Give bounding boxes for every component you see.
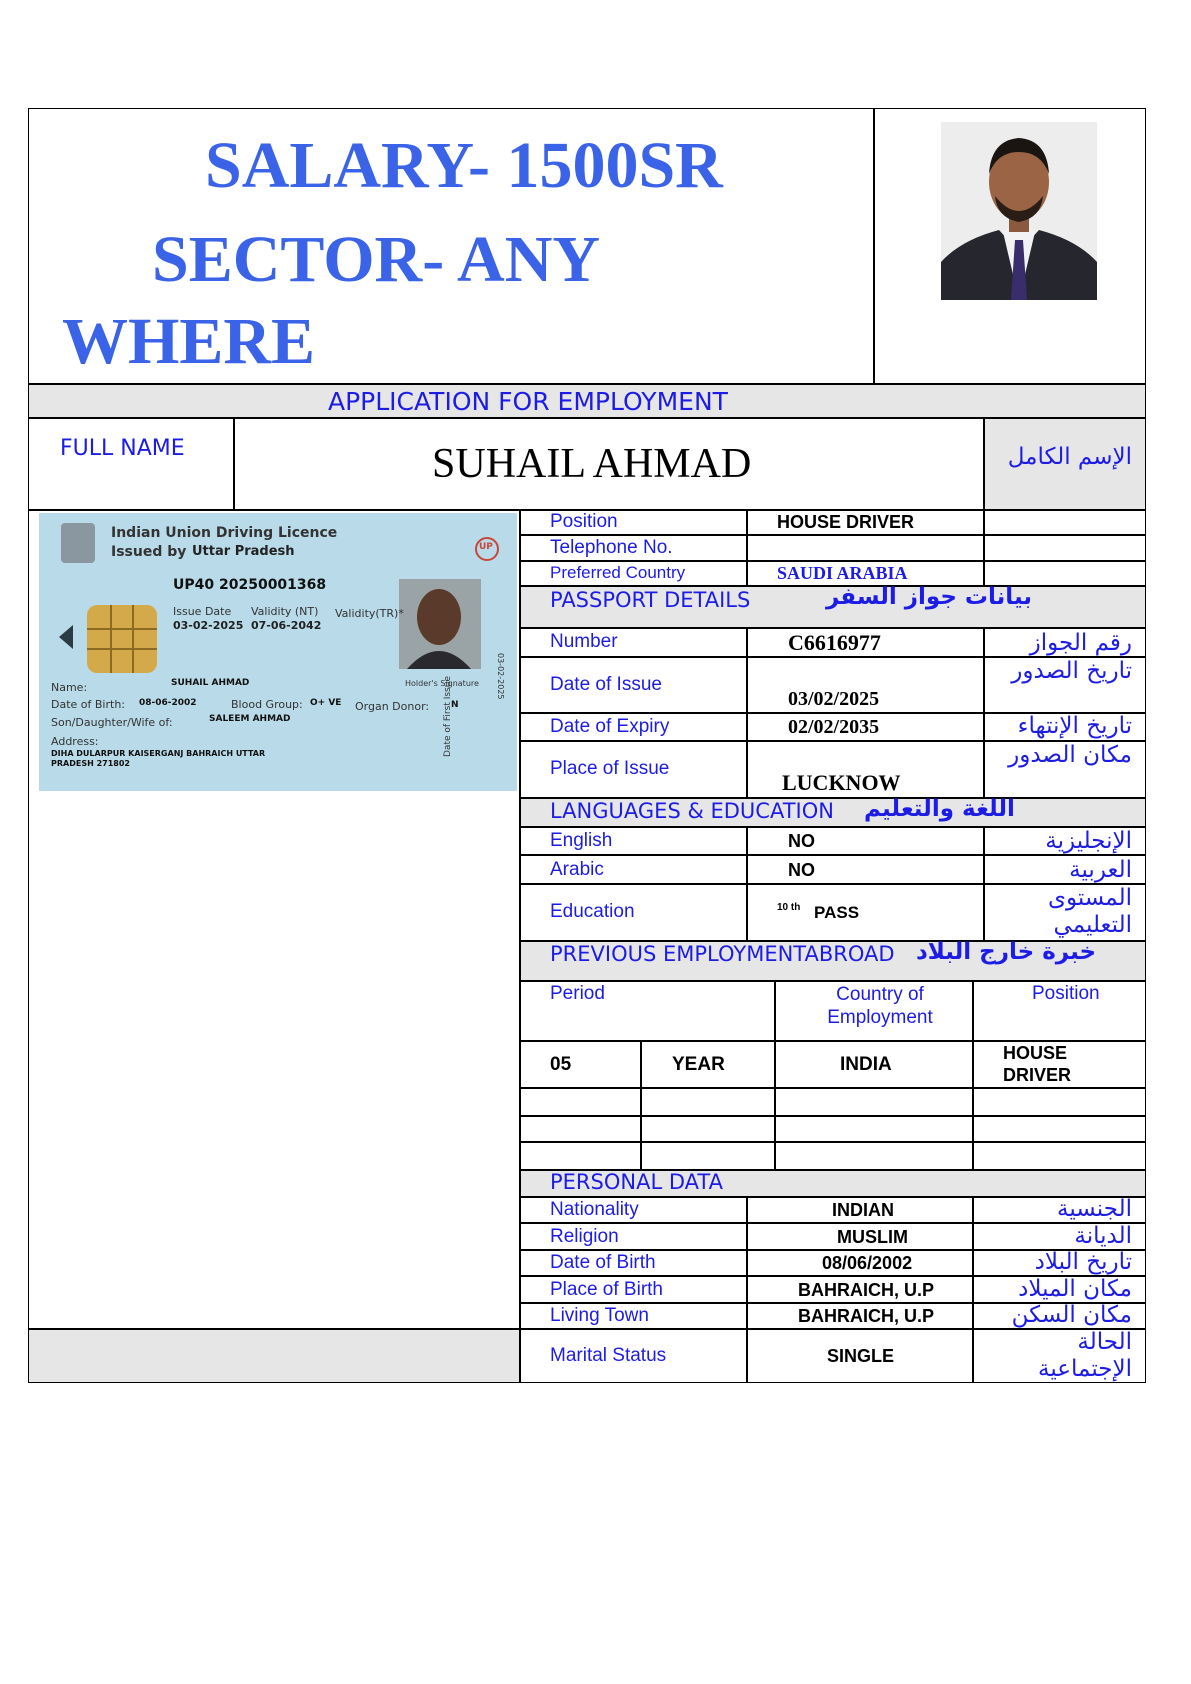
place-of-issue-label: Place of Issue <box>550 758 670 779</box>
licence-donor-label: Organ Donor: <box>355 700 430 713</box>
licence-address-line2: PRADESH 271802 <box>51 759 130 768</box>
arabic-label: Arabic <box>550 859 604 880</box>
marital-status-label: Marital Status <box>550 1345 667 1366</box>
licence-validity-nt-label: Validity (NT) <box>251 605 319 618</box>
place-of-issue-value: LUCKNOW <box>782 770 901 795</box>
employment-country: INDIA <box>840 1054 892 1075</box>
place-of-birth-label: Place of Birth <box>550 1279 663 1300</box>
date-of-expiry-label-ar: تاريخ الإنتهاء <box>1017 713 1132 739</box>
licence-relation: SALEEM AHMAD <box>209 714 291 724</box>
passport-heading-ar: بيانات جواز السفر <box>826 584 1032 610</box>
passport-number-label: Number <box>550 631 618 652</box>
licence-title: Indian Union Driving Licence <box>111 525 338 541</box>
preferred-country-value: SAUDI ARABIA <box>777 563 908 583</box>
licence-first-issue: 03-02-2025 <box>496 653 505 700</box>
licence-name-label: Name: <box>51 681 88 694</box>
licence-state-code: UP <box>479 542 493 552</box>
english-label: English <box>550 830 613 851</box>
date-of-issue-label-ar: تاريخ الصدور <box>1011 658 1132 684</box>
sector-heading: SECTOR- ANY <box>152 223 601 296</box>
salary-heading: SALARY- 1500SR <box>205 129 723 202</box>
living-town-value: BAHRAICH, U.P <box>798 1306 935 1326</box>
licence-issue-date: 03-02-2025 <box>173 619 244 632</box>
place-of-birth-value: BAHRAICH, U.P <box>798 1280 935 1300</box>
arabic-label-ar: العربية <box>1069 857 1132 883</box>
applicant-photo <box>941 122 1097 300</box>
position-label: Position <box>550 511 618 532</box>
living-town-label: Living Town <box>550 1305 649 1326</box>
employment-position: HOUSE DRIVER <box>1003 1043 1072 1085</box>
licence-validity-tr-label: Validity(TR)* <box>335 607 404 620</box>
preferred-country-label: Preferred Country <box>550 563 686 582</box>
religion-label: Religion <box>550 1226 619 1247</box>
place-of-issue-label-ar: مكان الصدور <box>1008 742 1132 768</box>
licence-address-label: Address: <box>51 735 99 748</box>
licence-validity-nt: 07-06-2042 <box>251 619 322 632</box>
education-grade: 10 th <box>777 902 801 913</box>
licence-signature-label: Holder's Signature <box>405 679 479 688</box>
country-column-header: Country of Employment <box>827 984 933 1028</box>
living-town-label-ar: مكان السكن <box>1011 1302 1132 1328</box>
nationality-label: Nationality <box>550 1199 639 1220</box>
licence-dob: 08-06-2002 <box>139 698 197 708</box>
passport-heading: PASSPORT DETAILS <box>550 588 751 612</box>
religion-value: MUSLIM <box>837 1227 908 1247</box>
full-name-value: SUHAIL AHMAD <box>432 441 752 487</box>
employment-heading: PREVIOUS EMPLOYMENTABROAD <box>550 942 895 966</box>
full-name-label: FULL NAME <box>60 436 185 461</box>
licence-state: Uttar Pradesh <box>192 544 295 559</box>
licence-issue-date-label: Issue Date <box>173 605 232 618</box>
position-column-header: Position <box>1032 983 1100 1004</box>
date-of-birth-label: Date of Birth <box>550 1252 656 1273</box>
languages-heading: LANGUAGES & EDUCATION <box>550 799 834 823</box>
english-value: NO <box>788 831 815 851</box>
passport-number-value: C6616977 <box>788 630 881 655</box>
period-column-header: Period <box>550 983 605 1004</box>
employment-heading-ar: خبرة خارج البلاد <box>916 939 1097 965</box>
licence-issued-by: Issued by <box>111 544 187 560</box>
nationality-value: INDIAN <box>832 1200 894 1220</box>
nationality-label-ar: الجنسية <box>1057 1196 1132 1222</box>
licence-name: SUHAIL AHMAD <box>171 678 250 688</box>
licence-first-issue-label: Date of First Issue <box>443 676 453 757</box>
education-value: PASS <box>814 903 860 922</box>
form-title: APPLICATION FOR EMPLOYMENT <box>328 387 728 416</box>
date-of-expiry-value: 02/02/2035 <box>788 716 880 738</box>
licence-donor: N <box>451 700 459 710</box>
date-of-birth-label-ar: تاريخ البلاد <box>1034 1249 1132 1275</box>
education-label-ar: المستوى التعليمي <box>1047 885 1132 938</box>
religion-label-ar: الديانة <box>1074 1223 1132 1249</box>
date-of-issue-value: 03/02/2025 <box>788 688 880 710</box>
licence-dob-label: Date of Birth: <box>51 698 126 711</box>
marital-status-label-ar: الحالة الإجتماعية <box>1038 1329 1132 1382</box>
education-label: Education <box>550 901 635 922</box>
licence-blood-label: Blood Group: <box>231 698 303 711</box>
driving-licence-card <box>39 513 517 791</box>
licence-address-line1: DIHA DULARPUR KAISERGANJ BAHRAICH UTTAR <box>51 749 266 758</box>
licence-relation-label: Son/Daughter/Wife of: <box>51 716 173 729</box>
licence-blood: O+ VE <box>310 698 342 708</box>
employment-period-unit: YEAR <box>672 1054 725 1075</box>
passport-number-label-ar: رقم الجواز <box>1029 630 1132 656</box>
marital-status-value: SINGLE <box>827 1346 895 1366</box>
place-of-birth-label-ar: مكان الميلاد <box>1018 1276 1132 1302</box>
arabic-value: NO <box>788 860 815 880</box>
personal-data-heading: PERSONAL DATA <box>550 1170 723 1194</box>
position-value: HOUSE DRIVER <box>777 512 915 532</box>
sector-heading-continued: WHERE <box>62 305 316 378</box>
employment-period: 05 <box>550 1054 572 1075</box>
full-name-label-ar: الإسم الكامل <box>1007 444 1132 470</box>
date-of-expiry-label: Date of Expiry <box>550 716 670 737</box>
telephone-label: Telephone No. <box>550 537 673 558</box>
date-of-issue-label: Date of Issue <box>550 674 662 695</box>
english-label-ar: الإنجليزية <box>1045 828 1132 854</box>
licence-number: UP40 20250001368 <box>173 577 327 593</box>
date-of-birth-value: 08/06/2002 <box>822 1253 913 1273</box>
languages-heading-ar: اللغة والتعليم <box>864 796 1015 822</box>
